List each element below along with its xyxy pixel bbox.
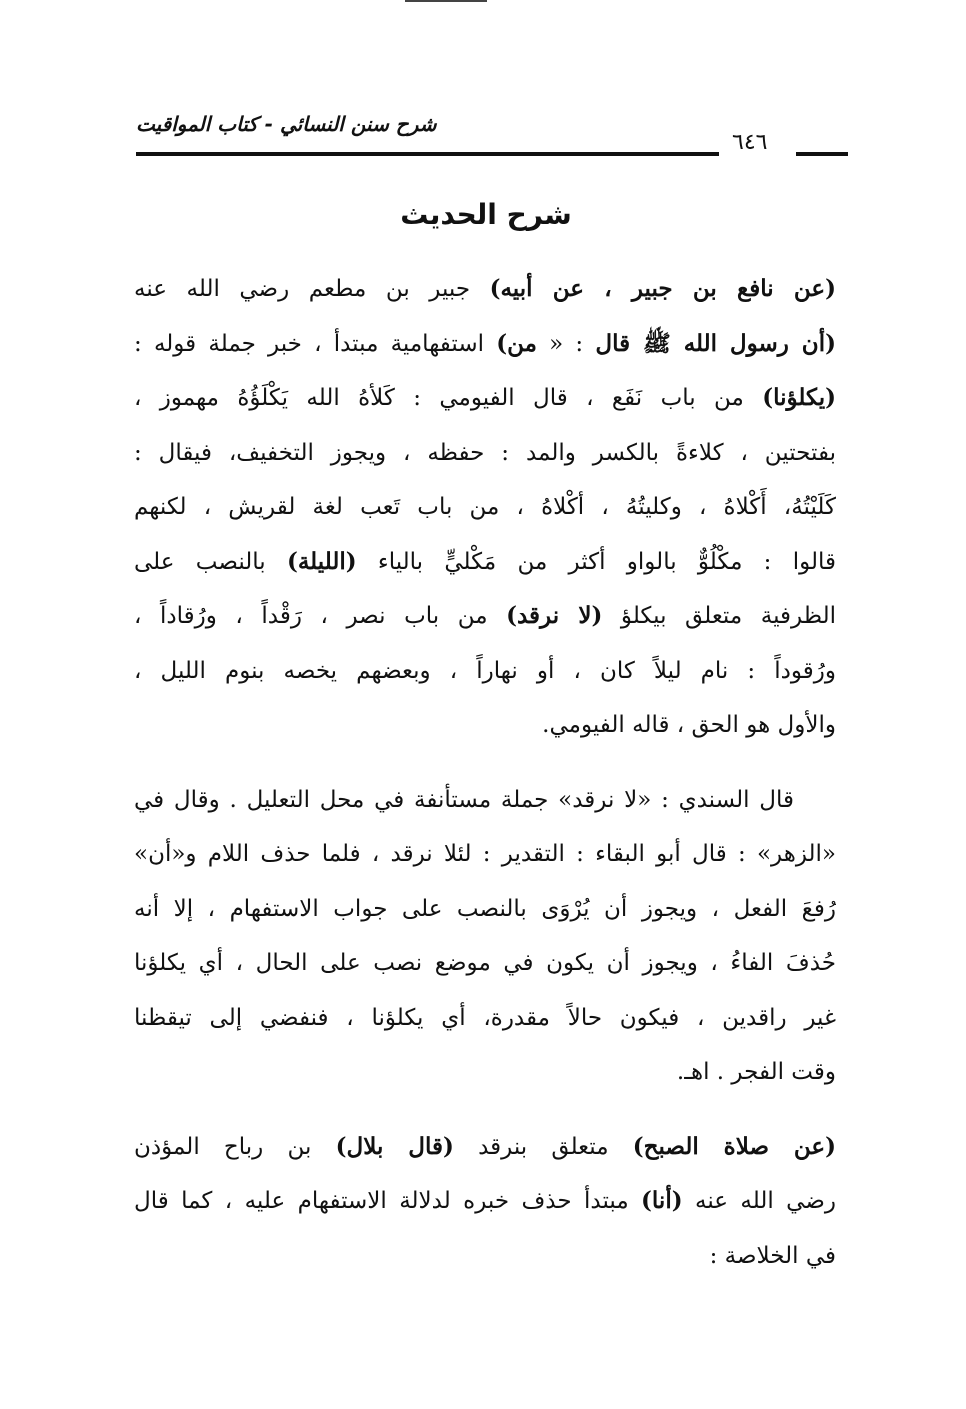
- text-line: [134, 371, 836, 426]
- header-rule-short: [796, 152, 848, 156]
- text-line: [134, 317, 836, 372]
- text-line: [134, 1120, 836, 1175]
- page-number: ٦٤٦: [732, 130, 768, 155]
- quoted-hadith-text: (لا نرقد): [506, 602, 603, 629]
- commentary-text: ورُقوداً : نام ليلاً كان ، أو نهاراً ، وبعضهم يخصه بنوم الليل ،: [134, 657, 836, 684]
- commentary-text: متعلق بنرقد: [453, 1133, 633, 1160]
- commentary-text: في الخلاصة :: [709, 1242, 836, 1269]
- top-edge-rule: [405, 0, 487, 2]
- commentary-text: الظرفية متعلق بيكلؤ: [602, 603, 836, 629]
- commentary-text: بالنصب على: [134, 548, 287, 575]
- quoted-hadith-text: (يكلؤنا): [762, 384, 836, 411]
- section-title: شرح الحديث: [400, 198, 572, 231]
- header-rule: [136, 152, 719, 156]
- commentary-text: : «: [536, 330, 596, 357]
- commentary-text: بن رباح المؤذن: [134, 1133, 336, 1160]
- text-line: [134, 644, 836, 699]
- commentary-text: جبير بن مطعم رضي الله عنه: [134, 276, 490, 302]
- commentary-text: استفهامية مبتدأ ، خبر جملة قوله :: [134, 330, 497, 357]
- commentary-text: من باب نَفَع ، قال الفيومي : كَلأهُ الله يَكْلَؤُهُ مهموز ،: [134, 385, 763, 411]
- text-line: [134, 773, 836, 828]
- commentary-text: وقت الفجر . اهـ.: [676, 1059, 836, 1085]
- text-line: [134, 262, 836, 317]
- text-line: [134, 535, 836, 590]
- text-line: [134, 882, 836, 937]
- commentary-text: مبتدأ حذف خبره لدلالة الاستفهام عليه ، كما قال: [134, 1188, 642, 1214]
- quoted-hadith-text: من): [496, 329, 537, 357]
- text-line: [134, 936, 836, 991]
- text-line: [134, 589, 836, 644]
- text-line: [134, 480, 836, 535]
- paragraph: [134, 773, 836, 1100]
- commentary-text: حُذفَ الفاءُ ، ويجوز أن يكون في موضع نصب على الحال ، أي يكلؤنا: [134, 950, 836, 976]
- commentary-text: بفتحتين ، كلاءةً بالكسر والمد : حفظه ، ويجوز التخفيف، فيقال :: [134, 439, 836, 466]
- text-line: [134, 698, 836, 753]
- commentary-text: قال السندي : «لا نرقد» جملة مستأنفة في محل التعليل . وقال في: [134, 786, 794, 813]
- commentary-text: من باب نصر ، رَقْداً ، ورُقاداً ،: [134, 603, 507, 629]
- paragraph: [134, 262, 836, 753]
- quoted-hadith-text: (أن رسول الله ﷺ قال: [595, 329, 836, 357]
- running-title: شرح سنن النسائي - كتاب المواقيت: [136, 112, 437, 136]
- quoted-hadith-text: (الليلة): [286, 547, 357, 575]
- body-text: [134, 262, 836, 1283]
- text-line: [134, 426, 836, 481]
- commentary-text: «الزهر» : قال أبو البقاء : التقدير : لئلا نرقد ، فلما حذف اللام و«أن»: [134, 841, 836, 867]
- quoted-hadith-text: (قال بلال): [335, 1132, 454, 1160]
- commentary-text: رُفعَ الفعل ، ويجوز أن يُرْوَى بالنصب على جواب الاستفهام ، إلا أنه: [134, 895, 836, 922]
- commentary-text: كَلَيْتُهُ، أَكْلاهُ ، وكليتُهُ ، أكْلاهُ ، من باب تَعب لغة لقريش ، لكنهم: [134, 494, 836, 520]
- quoted-hadith-text: (عن صلاة الصبح): [632, 1132, 836, 1160]
- commentary-text: قالوا : مكْلُوٌّ بالواو أكثر من مَكْليٍّ بالياء: [356, 548, 836, 575]
- page-header: [136, 112, 848, 162]
- text-line: [134, 1045, 836, 1100]
- quoted-hadith-text: (عن نافع بن جبير ، عن أبيه): [489, 275, 836, 302]
- quoted-hadith-text: (أنا): [641, 1187, 683, 1214]
- commentary-text: رضي الله عنه: [682, 1188, 836, 1214]
- commentary-text: غير راقدين ، فيكون حالاً مقدرة، أي يكلؤنا ، فنفضي إلى تيقظنا: [134, 1004, 836, 1031]
- text-line: [134, 827, 836, 882]
- text-line: [134, 991, 836, 1046]
- text-line: [134, 1174, 836, 1229]
- commentary-text: والأول هو الحق ، قاله الفيومي.: [542, 712, 836, 738]
- text-line: [134, 1229, 836, 1284]
- paragraph: [134, 1120, 836, 1284]
